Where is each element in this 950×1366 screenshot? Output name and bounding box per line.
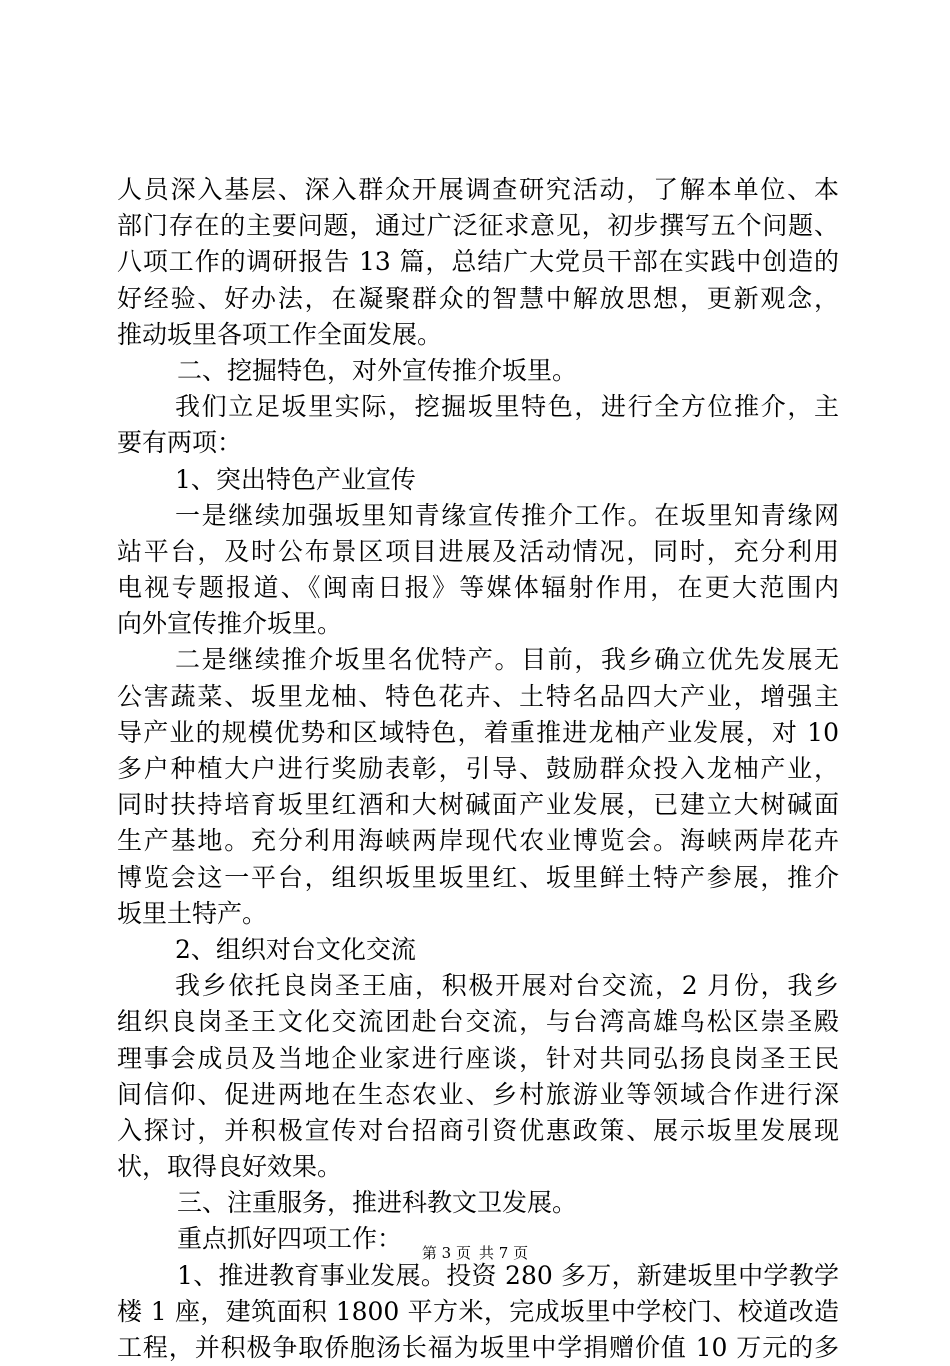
text-line: 楼 1 座，建筑面积 1800 平方米，完成坂里中学校门、校道改造 [117, 1296, 839, 1326]
text-line: 部门存在的主要问题，通过广泛征求意见，初步撰写五个问题、 [117, 211, 839, 241]
text-line: 公害蔬菜、坂里龙柚、特色花卉、土特名品四大产业，增强主 [117, 681, 839, 711]
text-line: 导产业的规模优势和区域特色，着重推进龙柚产业发展，对 10 [117, 717, 839, 747]
text-line: 组织良岗圣王文化交流团赴台交流，与台湾高雄鸟松区崇圣殿 [117, 1007, 839, 1037]
text-line: 多户种植大户进行奖励表彰，引导、鼓励群众投入龙柚产业， [117, 754, 839, 783]
text-line: 生产基地。充分利用海峡两岸现代农业博览会。海峡两岸花卉 [117, 826, 839, 856]
text-line: 重点抓好四项工作： [177, 1224, 403, 1254]
text-line: 人员深入基层、深入群众开展调查研究活动，了解本单位、本 [117, 175, 839, 204]
text-line: 推动坂里各项工作全面发展。 [117, 319, 443, 349]
text-line: 理事会成员及当地企业家进行座谈，针对共同弘扬良岗圣王民 [117, 1043, 839, 1073]
subsection-heading: 1、突出特色产业宣传 [175, 464, 416, 494]
text-line: 向外宣传推介坂里。 [117, 609, 343, 639]
section-heading: 二、挖掘特色，对外宣传推介坂里。 [177, 355, 578, 385]
document-body [117, 172, 839, 1366]
paragraph-start: 1、推进教育事业发展。投资 280 多万，新建坂里中学教学 [177, 1260, 839, 1290]
text-line: 站平台，及时公布景区项目进展及活动情况，同时，充分利用 [117, 536, 839, 566]
page-number: 第 3 页 [421, 1244, 471, 1262]
text-line: 工程，并积极争取侨胞汤长福为坂里中学捐赠价值 10 万元的多 [117, 1333, 839, 1362]
text-line: 坂里土特产。 [117, 898, 268, 928]
text-line: 同时扶持培育坂里红酒和大树碱面产业发展，已建立大树碱面 [117, 790, 839, 820]
text-line: 八项工作的调研报告 13 篇，总结广大党员干部在实践中创造的 [117, 247, 839, 277]
text-line: 间信仰、促进两地在生态农业、乡村旅游业等领域合作进行深 [117, 1079, 839, 1109]
paragraph-start: 我们立足坂里实际，挖掘坂里特色，进行全方位推介，主 [175, 392, 839, 422]
text-line: 电视专题报道、《闽南日报》等媒体辐射作用，在更大范围内 [117, 573, 839, 603]
paragraph-start: 一是继续加强坂里知青缘宣传推介工作。在坂里知青缘网 [175, 500, 839, 530]
text-line: 入探讨，并积极宣传对台招商引资优惠政策、展示坂里发展现 [117, 1115, 839, 1145]
section-heading: 三、注重服务，推进科教文卫发展。 [177, 1188, 578, 1218]
subsection-heading: 2、组织对台文化交流 [175, 934, 416, 964]
text-line: 状，取得良好效果。 [117, 1152, 343, 1182]
text-line: 要有两项： [117, 428, 243, 458]
page-footer [0, 1243, 950, 1263]
text-line: 博览会这一平台，组织坂里坂里红、坂里鲜土特产参展，推介 [117, 862, 839, 892]
text-line: 好经验、好办法，在凝聚群众的智慧中解放思想，更新观念， [117, 283, 839, 313]
page-total: 共 7 页 [479, 1244, 529, 1262]
paragraph-start: 我乡依托良岗圣王庙，积极开展对台交流，2 月份，我乡 [175, 971, 839, 1001]
paragraph-start: 二是继续推介坂里名优特产。目前，我乡确立优先发展无 [175, 645, 839, 675]
